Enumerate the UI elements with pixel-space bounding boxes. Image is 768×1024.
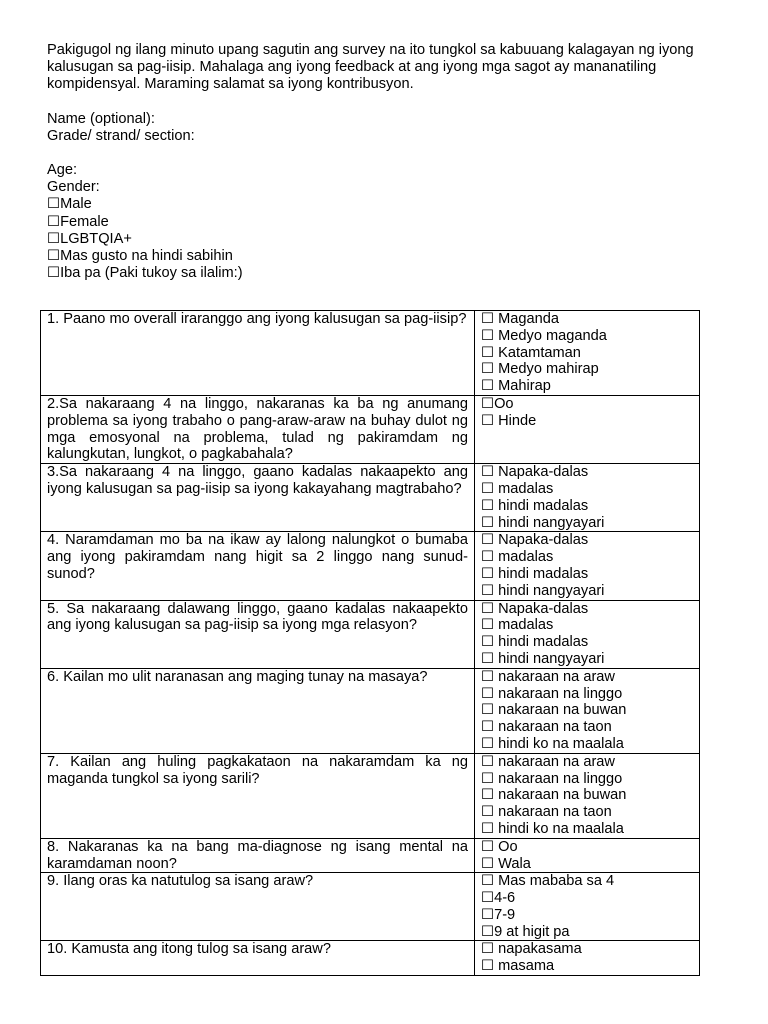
answer-options: [475, 311, 700, 396]
intro-paragraph: Pakigugol ng ilang minuto upang sagutin ang survey na ito tungkol sa kabuuang kalagayan ng iyong kalusugan sa pag-iisip. Mahalaga ang iyong feedback at ang iyong mga sagot ay mananatiling kompidensyal. Maraming salamat sa iyong kontribusyon.: [47, 42, 694, 93]
answer-checkbox[interactable]: ☐ nakaraan na taon: [481, 719, 612, 736]
answer-checkbox[interactable]: ☐ nakaraan na buwan: [481, 787, 627, 804]
gender-label: Gender:: [47, 179, 100, 196]
answer-checkbox[interactable]: ☐ hindi ko na maalala: [481, 820, 624, 837]
answer-checkbox[interactable]: ☐ hindi nangyayari: [481, 514, 605, 531]
question-row-9: [41, 873, 700, 941]
answer-checkbox[interactable]: ☐ nakaraan na linggo: [481, 770, 623, 787]
question-row-3: [41, 464, 700, 532]
answer-checkbox[interactable]: ☐ nakaraan na linggo: [481, 685, 623, 702]
answer-options: [475, 464, 700, 532]
answer-checkbox[interactable]: ☐ Maganda: [481, 311, 559, 327]
answer-checkbox[interactable]: ☐ Napaka-dalas: [481, 532, 589, 549]
answer-checkbox[interactable]: ☐ Mas mababa sa 4: [481, 873, 615, 890]
answer-checkbox[interactable]: ☐ madalas: [481, 549, 554, 566]
survey-intro: [47, 42, 707, 282]
answer-options: [475, 532, 700, 600]
answer-checkbox[interactable]: ☐ Wala: [481, 855, 531, 872]
gender-option-other[interactable]: ☐Iba pa (Paki tukoy sa ilalim:): [47, 265, 243, 282]
answer-options: [475, 753, 700, 838]
answer-checkbox[interactable]: ☐ nakaraan na araw: [481, 668, 615, 685]
question-text: 10. Kamusta ang itong tulog sa isang araw?: [41, 941, 475, 976]
answer-options: [475, 395, 700, 463]
name-label: Name (optional):: [47, 110, 155, 127]
answer-checkbox[interactable]: ☐9 at higit pa: [481, 923, 570, 940]
answer-options: [475, 668, 700, 753]
answer-checkbox[interactable]: ☐ hindi ko na maalala: [481, 735, 624, 752]
question-row-7: [41, 753, 700, 838]
answer-checkbox[interactable]: ☐ nakaraan na taon: [481, 804, 612, 821]
gender-option-prefer-not-to-say[interactable]: ☐Mas gusto na hindi sabihin: [47, 248, 233, 265]
gender-option-male[interactable]: ☐Male: [47, 196, 92, 213]
answer-checkbox[interactable]: ☐ Medyo maganda: [481, 327, 607, 344]
grade-label: Grade/ strand/ section:: [47, 127, 195, 144]
gender-option-lgbtqia[interactable]: ☐LGBTQIA+: [47, 230, 132, 247]
answer-checkbox[interactable]: ☐ Mahirap: [481, 378, 551, 395]
answer-checkbox[interactable]: ☐ masama: [481, 958, 555, 975]
answer-options: [475, 941, 700, 976]
question-row-2: [41, 395, 700, 463]
question-text: 6. Kailan mo ulit naranasan ang maging tunay na masaya?: [41, 668, 475, 753]
answer-checkbox[interactable]: ☐ hindi nangyayari: [481, 582, 605, 599]
gender-option-female[interactable]: ☐Female: [47, 213, 109, 230]
answer-checkbox[interactable]: ☐Oo: [481, 395, 514, 412]
answer-checkbox[interactable]: ☐ Napaka-dalas: [481, 464, 589, 481]
answer-checkbox[interactable]: ☐ hindi nangyayari: [481, 650, 605, 667]
question-row-5: [41, 600, 700, 668]
answer-checkbox[interactable]: ☐ Katamtaman: [481, 344, 581, 361]
answer-options: [475, 873, 700, 941]
answer-checkbox[interactable]: ☐ nakaraan na araw: [481, 753, 615, 770]
answer-checkbox[interactable]: ☐ madalas: [481, 617, 554, 634]
question-text: 9. Ilang oras ka natutulog sa isang araw?: [41, 873, 475, 941]
question-row-6: [41, 668, 700, 753]
answer-options: [475, 838, 700, 873]
question-text: 2.Sa nakaraang 4 na linggo, nakaranas ka ba ng anumang problema sa iyong trabaho o pang-araw-araw na buhay dulot ng mga emosyonal na problema, tulad ng pakiramdam ng kalungkutan, lungkot, o pagkabahala?: [41, 395, 475, 463]
question-text: 4. Naramdaman mo ba na ikaw ay lalong nalungkot o bumaba ang iyong pakiramdam nang higit sa 2 linggo nang sunud-sunod?: [41, 532, 475, 600]
answer-checkbox[interactable]: ☐ hindi madalas: [481, 634, 589, 651]
question-text: 5. Sa nakaraang dalawang linggo, gaano kadalas nakaapekto ang iyong kalusugan sa pag-iisip sa iyong mga relasyon?: [41, 600, 475, 668]
answer-checkbox[interactable]: ☐7-9: [481, 906, 516, 923]
question-text: 7. Kailan ang huling pagkakataon na nakaramdam ka ng maganda tungkol sa iyong sarili?: [41, 753, 475, 838]
answer-options: [475, 600, 700, 668]
answer-checkbox[interactable]: ☐ Oo: [481, 838, 518, 855]
question-text: 8. Nakaranas ka na bang ma-diagnose ng isang mental na karamdaman noon?: [41, 838, 475, 873]
answer-checkbox[interactable]: ☐ Medyo mahirap: [481, 361, 599, 378]
answer-checkbox[interactable]: ☐ Napaka-dalas: [481, 600, 589, 617]
survey-table: [40, 310, 700, 976]
question-row-1: [41, 311, 700, 396]
answer-checkbox[interactable]: ☐ napakasama: [481, 941, 582, 958]
answer-checkbox[interactable]: ☐ madalas: [481, 480, 554, 497]
question-text: 3.Sa nakaraang 4 na linggo, gaano kadalas nakaapekto ang iyong kalusugan sa pag-iisip sa iyong kakayahang magtrabaho?: [41, 464, 475, 532]
answer-checkbox[interactable]: ☐ Hinde: [481, 412, 537, 429]
age-label: Age:: [47, 162, 78, 179]
answer-checkbox[interactable]: ☐ hindi madalas: [481, 565, 589, 582]
question-text: 1. Paano mo overall iraranggo ang iyong kalusugan sa pag-iisip?: [41, 311, 475, 396]
question-row-4: [41, 532, 700, 600]
question-row-8: [41, 838, 700, 873]
question-row-10: [41, 941, 700, 976]
answer-checkbox[interactable]: ☐4-6: [481, 890, 516, 907]
answer-checkbox[interactable]: ☐ hindi madalas: [481, 497, 589, 514]
answer-checkbox[interactable]: ☐ nakaraan na buwan: [481, 702, 627, 719]
